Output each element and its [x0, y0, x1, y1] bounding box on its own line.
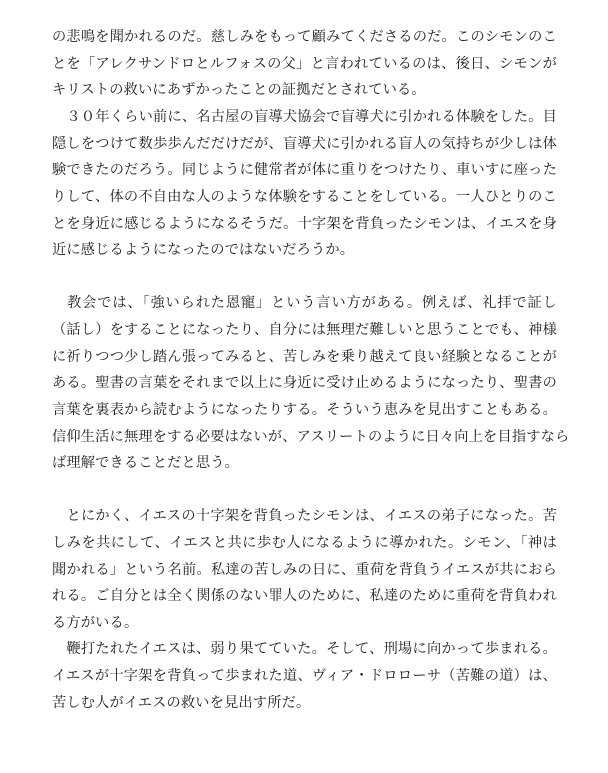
text-line: りして、体の不自由な人のような体験をすることをしている。一人ひとりのこ — [52, 189, 557, 205]
text-line: れる。ご自分とは全く関係のない罪人のために、私達のために重荷を背負われ — [52, 588, 557, 604]
text-line: キリストの救いにあずかったことの証拠だとされている。 — [52, 82, 426, 98]
text-line: の悲鳴を聞かれるのだ。慈しみをもって顧みてくださるのだ。このシモンのこ — [52, 29, 557, 45]
text-line: ３０年くらい前に、名古屋の盲導犬協会で盲導犬に引かれる体験をした。目 — [52, 109, 557, 125]
text-line: 隠しをつけて数歩歩んだだけだが、盲導犬に引かれる盲人の気持ちが少しは体 — [52, 136, 557, 152]
text-line: ば理解できることだと思う。 — [52, 455, 240, 471]
text-line: る方がいる。 — [52, 615, 139, 631]
text-line: 言葉を裏表から読むようになったりする。そういう恵みを見出すこともある。 — [52, 402, 557, 418]
text-line: とを「アレクサンドロとルフォスの父」と言われているのは、後日、シモンが — [52, 56, 557, 72]
text-line: ある。聖書の言葉をそれまで以上に身近に受け止めるようになったり、聖書の — [52, 375, 557, 391]
text-line: しみを共にして、イエスと共に歩む人になるように導かれた。シモン、「神は — [52, 535, 557, 551]
text-line: 苦しむ人がイエスの救いを見出す所だ。 — [52, 695, 311, 711]
text-line: に祈りつつ少し踏ん張ってみると、苦しみを乗り越えて良い経験となることが — [52, 349, 557, 365]
text-line: 教会では、「強いられた恩寵」という言い方がある。例えば、礼拝で証し — [52, 295, 557, 311]
text-line: （話し）をすることになったり、自分には無理だ難しいと思うことでも、神様 — [52, 322, 557, 338]
text-line: 鞭打たれたイエスは、弱り果てていた。そして、刑場に向かって歩まれる。 — [52, 641, 557, 657]
text-line: 近に感じるようになったのではないだろうか。 — [52, 242, 355, 258]
text-line: とにかく、イエスの十字架を背負ったシモンは、イエスの弟子になった。苦 — [52, 508, 557, 524]
text-line: 聞かれる」という名前。私達の苦しみの日に、重荷を背負うイエスが共におら — [52, 562, 557, 578]
text-line: イエスが十字架を背負って歩まれた道、ヴィア・ドロローサ（苦難の道）は、 — [52, 668, 557, 684]
text-line: 験できたのだろう。同じように健常者が体に重りをつけたり、車いすに座った — [52, 162, 557, 178]
text-line: とを身近に感じるようになるそうだ。十字架を背負ったシモンは、イエスを身 — [52, 216, 557, 232]
text-line: 信仰生活に無理をする必要はないが、アスリートのように日々向上を目指すなら — [52, 429, 570, 445]
